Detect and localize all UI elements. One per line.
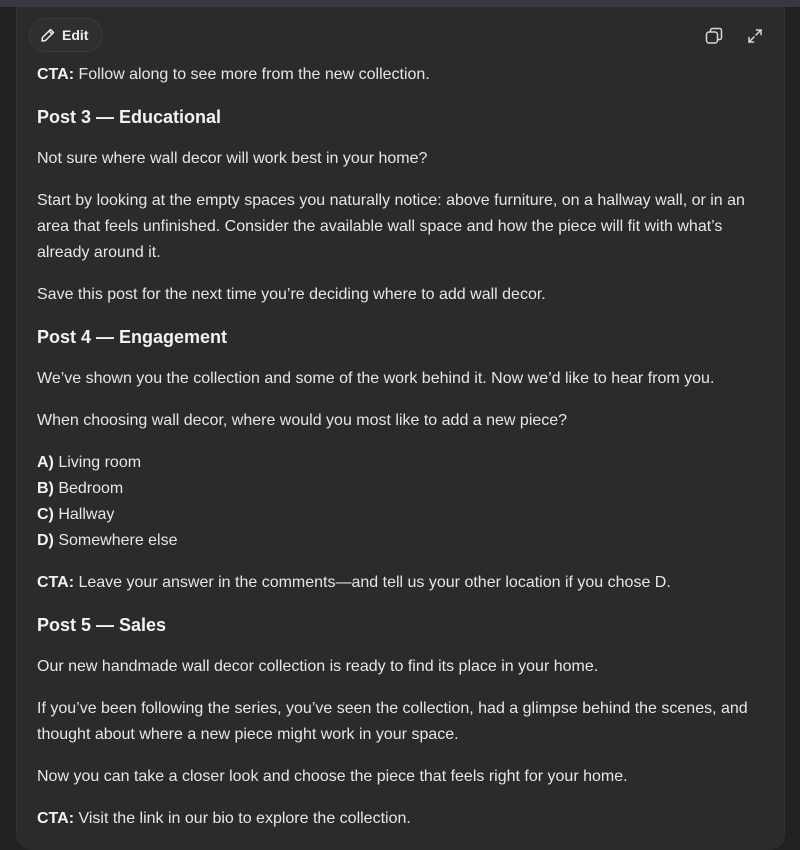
option-key: B) [37, 480, 54, 497]
poll-options [37, 450, 762, 554]
cta-paragraph [37, 62, 762, 88]
poll-option-a [37, 450, 762, 476]
option-key: D) [37, 532, 54, 549]
post5-paragraph-1: Our new handmade wall decor collection is ready to find its place in your home. [37, 658, 599, 675]
expand-icon[interactable] [744, 25, 766, 47]
document-panel [16, 7, 785, 850]
window-top-bar [0, 0, 800, 7]
edit-button-label: Edit [62, 27, 89, 43]
copy-icon[interactable] [703, 25, 725, 47]
post5-paragraph-3: Now you can take a closer look and choose the piece that feels right for your home. [37, 768, 628, 785]
post5-paragraph-2: If you’ve been following the series, you’ve seen the collection, had a glimpse behind the scenes, and thought about where a new piece might work in your space. [37, 700, 748, 743]
cta-label: CTA: [37, 810, 75, 827]
post5-heading: Post 5 — Sales [37, 615, 167, 635]
poll-option-b [37, 476, 762, 502]
message-content [37, 62, 762, 848]
cta-text: Follow along to see more from the new collection. [74, 66, 430, 83]
cta-label: CTA: [37, 574, 75, 591]
option-text: Bedroom [53, 480, 124, 497]
post4-cta [37, 570, 762, 596]
post3-paragraph-2: Start by looking at the empty spaces you naturally notice: above furniture, on a hallway wall, or in an area that feels unfinished. Consider the available wall space and how the piece will fit with what’s already around it. [37, 192, 745, 261]
cta-text: Visit the link in our bio to explore the collection. [74, 810, 411, 827]
post4-paragraph-2: When choosing wall decor, where would you most like to add a new piece? [37, 412, 568, 429]
poll-option-d [37, 528, 762, 554]
edit-button[interactable] [29, 18, 103, 52]
post4-paragraph-1: We’ve shown you the collection and some of the work behind it. Now we’d like to hear from you. [37, 370, 715, 387]
post3-heading: Post 3 — Educational [37, 107, 222, 127]
option-key: C) [37, 506, 54, 523]
option-text: Living room [53, 454, 142, 471]
post3-paragraph-1: Not sure where wall decor will work best in your home? [37, 150, 428, 167]
pencil-icon [40, 27, 56, 43]
option-key: A) [37, 454, 54, 471]
cta-text: Leave your answer in the comments—and tell us your other location if you chose D. [74, 574, 671, 591]
post3-paragraph-3: Save this post for the next time you’re deciding where to add wall decor. [37, 286, 546, 303]
poll-option-c [37, 502, 762, 528]
post4-heading: Post 4 — Engagement [37, 327, 228, 347]
cta-label: CTA: [37, 66, 75, 83]
option-text: Hallway [53, 506, 115, 523]
post5-cta [37, 806, 762, 832]
option-text: Somewhere else [53, 532, 178, 549]
